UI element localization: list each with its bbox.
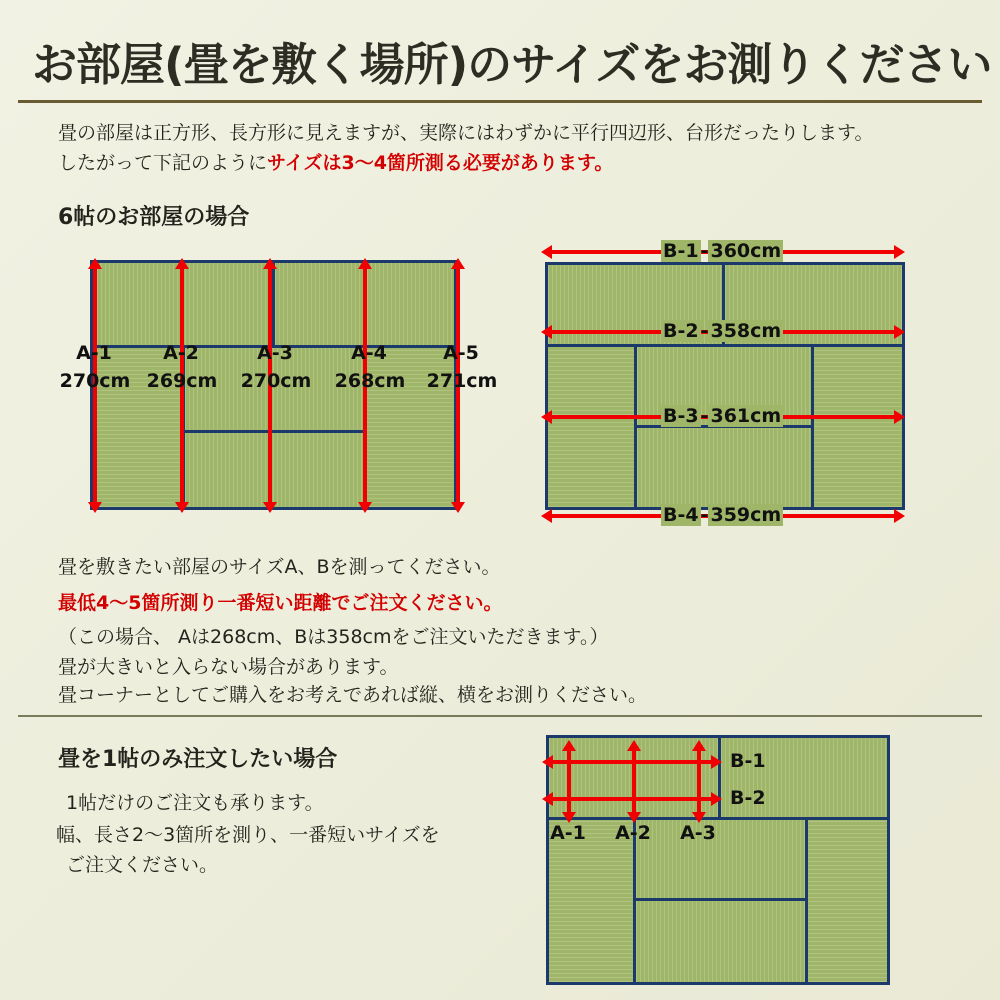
arrow-head-right-b1 <box>894 245 905 259</box>
measure-arrow-single-a1 <box>567 750 571 812</box>
section1-note-3: （この場合、 Aは268cm、Bは358cmをご注文いただきます。） <box>58 626 609 648</box>
intro-line-2-red: サイズは3〜4箇所測る必要があります。 <box>267 152 614 174</box>
section1-note-1: 畳を敷きたい部屋のサイズA、Bを測ってください。 <box>58 556 501 578</box>
section-divider <box>18 715 982 717</box>
measure-arrow-single-a3 <box>697 750 701 812</box>
measure-label-single-a2: A-2 <box>615 822 651 844</box>
intro-line-2 <box>58 148 613 178</box>
arrow-head-up-single-a1 <box>562 740 576 751</box>
measure-label-a5-value: 271cm <box>426 370 498 392</box>
arrow-head-right-single-b2 <box>711 792 722 806</box>
tatami-mat <box>811 344 905 510</box>
measure-label-a3-value: 270cm <box>240 370 312 392</box>
arrow-head-down-a3 <box>263 502 277 513</box>
measure-label-single-a3: A-3 <box>680 822 716 844</box>
measure-label-single-a1: A-1 <box>550 822 586 844</box>
measure-label-b1-id: B-1 <box>663 240 699 262</box>
arrow-head-up-a4 <box>358 258 372 269</box>
measure-label-single-b2: B-2 <box>730 787 766 809</box>
section2-note-2: 幅、長さ2〜3箇所を測り、一番短いサイズを <box>56 824 440 846</box>
arrow-head-up-a1 <box>88 258 102 269</box>
measure-label-a4-value: 268cm <box>334 370 406 392</box>
arrow-head-up-a5 <box>451 258 465 269</box>
section1-note-2: 最低4〜5箇所測り一番短い距離でご注文ください。 <box>58 592 503 614</box>
page-title: お部屋(畳を敷く場所)のサイズをお測りください <box>32 38 992 91</box>
arrow-head-right-b3 <box>894 410 905 424</box>
arrow-head-down-a1 <box>88 502 102 513</box>
measure-label-a4-id: A-4 <box>351 342 387 364</box>
measure-label-b2-dash: - <box>700 320 709 342</box>
arrow-head-left-single-b2 <box>542 792 553 806</box>
arrow-head-up-single-a3 <box>692 740 706 751</box>
arrow-head-up-single-a2 <box>627 740 641 751</box>
measure-label-b4-id: B-4 <box>663 504 699 526</box>
arrow-head-right-b2 <box>894 325 905 339</box>
measure-label-a5-id: A-5 <box>443 342 479 364</box>
tatami-mat <box>805 817 890 985</box>
measure-label-b4 <box>661 504 783 526</box>
measure-label-b4-dash: - <box>700 504 709 526</box>
measure-label-b1 <box>661 240 783 262</box>
tatami-mat <box>634 425 814 510</box>
arrow-head-left-single-b1 <box>542 755 553 769</box>
arrow-head-left-b4 <box>541 509 552 523</box>
tatami-mat <box>633 898 808 985</box>
measure-label-a2-id: A-2 <box>163 342 199 364</box>
measure-arrow-single-a2 <box>632 750 636 812</box>
arrow-head-down-a5 <box>451 502 465 513</box>
measure-label-b3 <box>661 405 783 427</box>
measure-label-b2-value: 358cm <box>710 320 782 342</box>
section1-note-4: 畳が大きいと入らない場合があります。 <box>58 656 399 678</box>
section2-heading: 畳を1帖のみ注文したい場合 <box>58 747 338 772</box>
measure-label-b1-dash: - <box>700 240 709 262</box>
arrow-head-down-a2 <box>175 502 189 513</box>
measure-label-b2-id: B-2 <box>663 320 699 342</box>
section1-heading: 6帖のお部屋の場合 <box>58 205 250 230</box>
arrow-head-up-a3 <box>263 258 277 269</box>
section2-note-3: ご注文ください。 <box>66 854 219 876</box>
measure-label-a2-value: 269cm <box>146 370 218 392</box>
arrow-head-up-a2 <box>175 258 189 269</box>
arrow-head-down-a4 <box>358 502 372 513</box>
arrow-head-right-single-b1 <box>711 755 722 769</box>
measure-label-b4-value: 359cm <box>710 504 782 526</box>
measure-label-a1-value: 270cm <box>59 370 131 392</box>
tatami-mat <box>182 430 367 510</box>
intro-line-1: 畳の部屋は正方形、長方形に見えますが、実際にはわずかに平行四辺形、台形だったりします。 <box>58 122 874 144</box>
measure-label-a1-id: A-1 <box>76 342 112 364</box>
intro-line-2-plain: したがって下記のように <box>58 152 268 174</box>
header-divider <box>18 100 982 103</box>
room-diagram-single <box>546 735 890 985</box>
measure-label-b2 <box>661 320 783 342</box>
section2-note-1: 1帖だけのご注文も承ります。 <box>66 792 324 814</box>
tatami-mat <box>545 344 637 510</box>
measure-label-b3-id: B-3 <box>663 405 699 427</box>
arrow-head-left-b1 <box>541 245 552 259</box>
section1-note-5: 畳コーナーとしてご購入をお考えであれば縦、横をお測りください。 <box>58 684 648 706</box>
room-diagram-b <box>545 262 905 510</box>
arrow-head-left-b3 <box>541 410 552 424</box>
arrow-head-left-b2 <box>541 325 552 339</box>
measure-label-a3-id: A-3 <box>257 342 293 364</box>
measure-label-b3-value: 361cm <box>710 405 782 427</box>
arrow-head-right-b4 <box>894 509 905 523</box>
measure-label-b3-dash: - <box>700 405 709 427</box>
measure-label-single-b1: B-1 <box>730 750 766 772</box>
measure-label-b1-value: 360cm <box>710 240 782 262</box>
